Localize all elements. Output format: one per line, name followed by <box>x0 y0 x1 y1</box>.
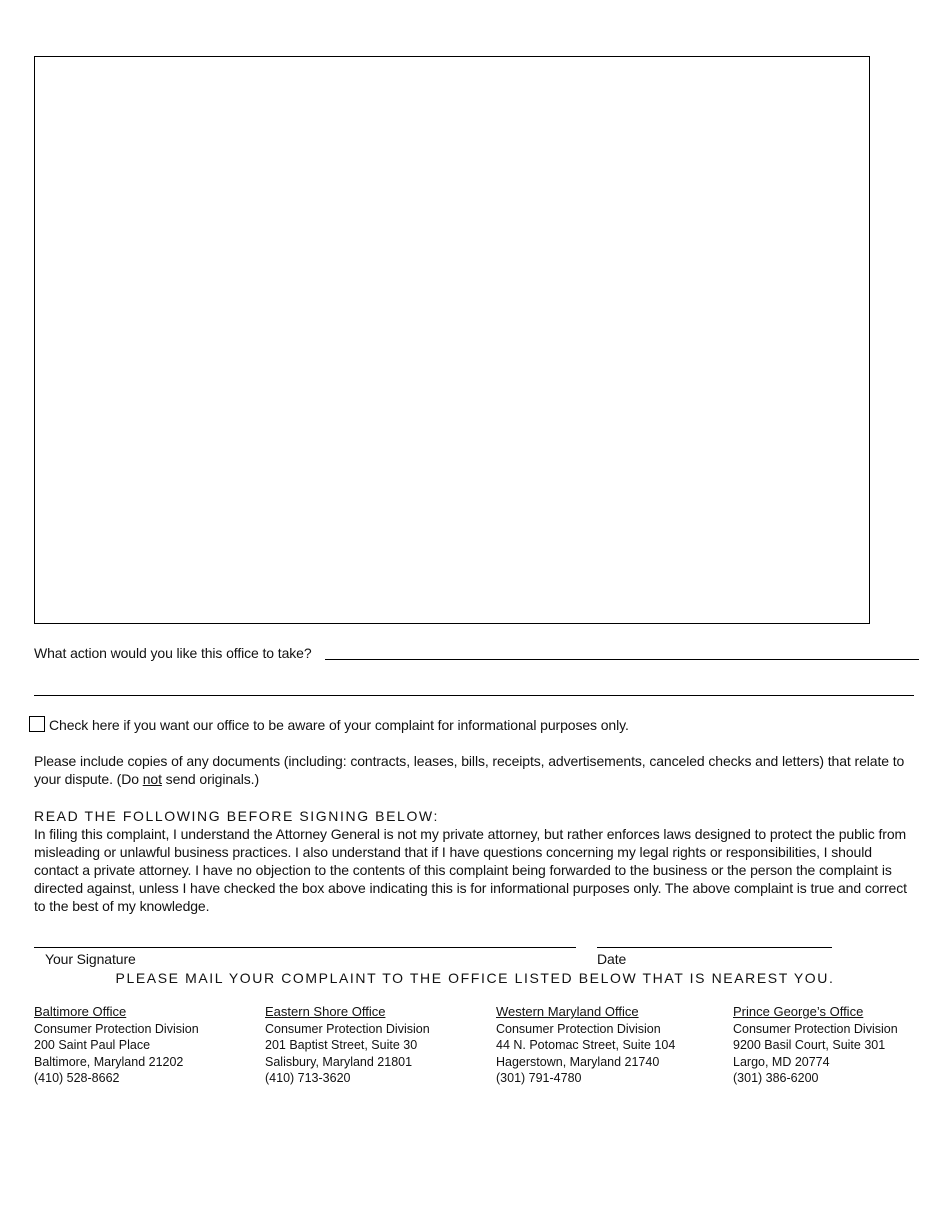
documents-note-suffix: send originals.) <box>161 771 260 787</box>
office-city: Salisbury, Maryland 21801 <box>265 1054 413 1069</box>
documents-note-emphasis: not <box>142 771 162 787</box>
office-prince-georges <box>733 1004 943 1087</box>
read-before-heading: READ THE FOLLOWING BEFORE SIGNING BELOW: <box>34 808 439 824</box>
office-street: 201 Baptist Street, Suite 30 <box>265 1038 418 1052</box>
office-street: 9200 Basil Court, Suite 301 <box>733 1038 886 1052</box>
office-division: Consumer Protection Division <box>34 1021 199 1036</box>
date-label: Date <box>597 951 627 967</box>
signature-line[interactable] <box>34 947 576 948</box>
mail-notice: PLEASE MAIL YOUR COMPLAINT TO THE OFFICE LISTED BELOW THAT IS NEAREST YOU. <box>115 970 835 986</box>
office-division: Consumer Protection Division <box>733 1021 898 1036</box>
office-phone: (410) 528-8662 <box>34 1071 120 1085</box>
action-answer-line-2[interactable] <box>34 695 914 696</box>
date-line[interactable] <box>597 947 832 948</box>
office-street: 44 N. Potomac Street, Suite 104 <box>496 1038 676 1052</box>
office-eastern-shore <box>265 1004 485 1087</box>
read-before-body: In filing this complaint, I understand the Attorney General is not my private attorney, but rather enforces laws designed to protect the public from misleading or unlawful business practices. I also understand that if I have questions concerning my legal rights or responsibilities, I should contact a private attorney. I have no objection to the contents of this complaint being forwarded to the business or the person the complaint is directed against, unless I have checked the box above indicating this is for informational purposes only. The above complaint is true and correct to the best of my knowledge. <box>34 826 907 914</box>
informational-only-checkbox[interactable] <box>29 716 45 732</box>
office-baltimore <box>34 1004 254 1087</box>
office-city: Largo, MD 20774 <box>733 1054 830 1069</box>
signature-label: Your Signature <box>45 951 136 967</box>
office-name: Prince George’s Office <box>733 1004 864 1019</box>
office-division: Consumer Protection Division <box>265 1021 430 1036</box>
informational-only-label: Check here if you want our office to be aware of your complaint for informational purposes only. <box>49 717 629 733</box>
office-name: Western Maryland Office <box>496 1004 639 1019</box>
documents-note-text: Please include copies of any documents (including: contracts, leases, bills, receipts, advertisements, canceled checks and letters) that relate to your dispute. (Do <box>34 753 905 787</box>
action-question-label: What action would you like this office to take? <box>34 645 312 661</box>
office-phone: (301) 791-4780 <box>496 1071 582 1085</box>
documents-note <box>34 752 914 788</box>
office-city: Hagerstown, Maryland 21740 <box>496 1054 660 1069</box>
complaint-description-box[interactable] <box>34 56 870 624</box>
office-phone: (410) 713-3620 <box>265 1071 351 1085</box>
office-phone: (301) 386-6200 <box>733 1071 819 1085</box>
action-answer-line-1[interactable] <box>325 659 919 660</box>
office-name: Eastern Shore Office <box>265 1004 386 1019</box>
office-city: Baltimore, Maryland 21202 <box>34 1054 184 1069</box>
office-name: Baltimore Office <box>34 1004 127 1019</box>
office-street: 200 Saint Paul Place <box>34 1038 151 1052</box>
office-western-maryland <box>496 1004 721 1087</box>
office-division: Consumer Protection Division <box>496 1021 661 1036</box>
